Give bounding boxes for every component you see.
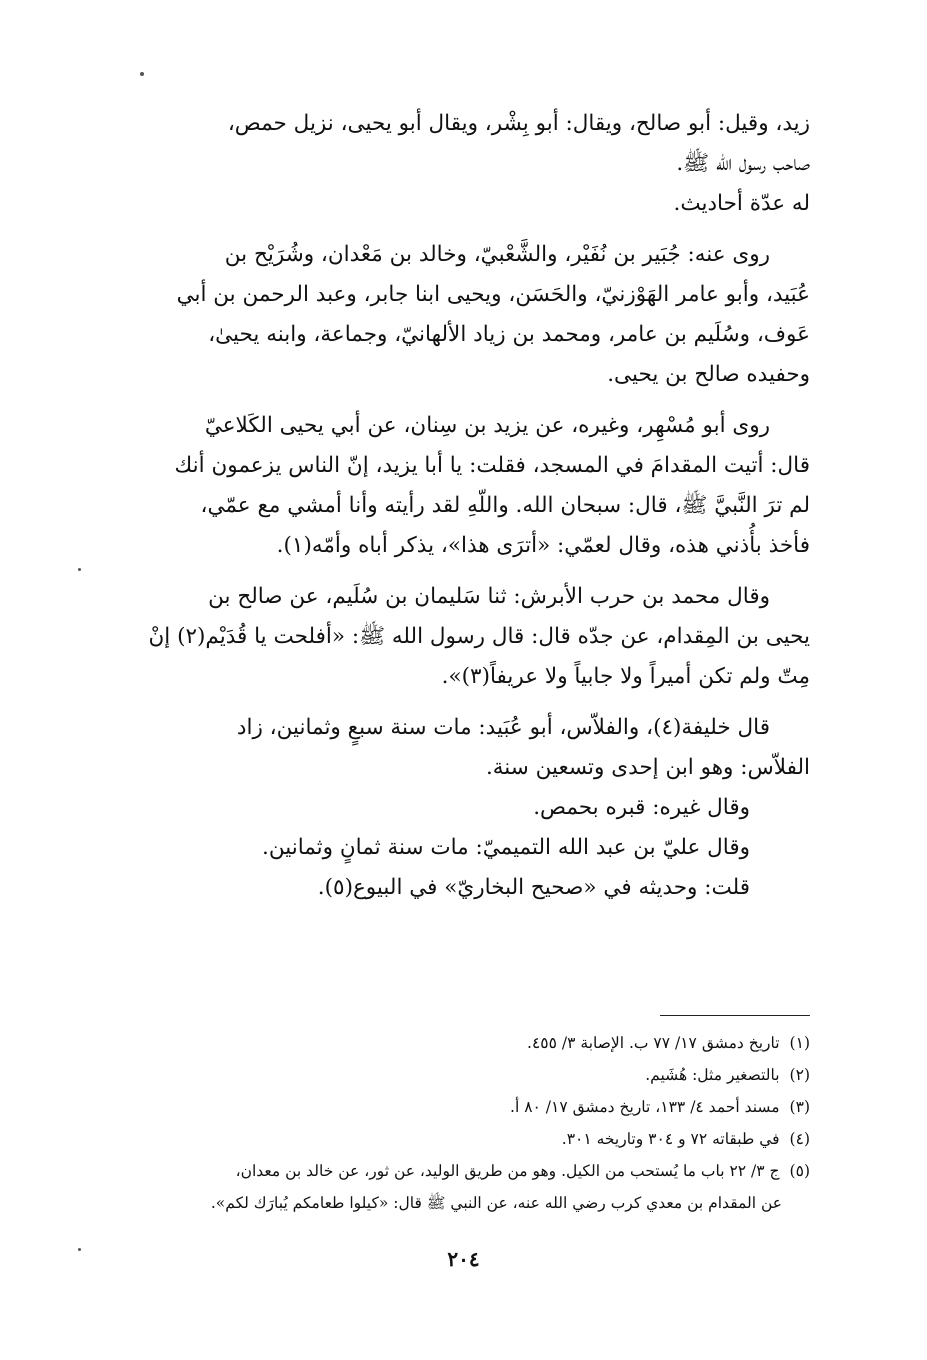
footnote-text: مسند أحمد ٤/ ١٣٣، تاريخ دمشق ١٧/ ٨٠ أ. (510, 1098, 780, 1116)
paragraph-narrators (104, 235, 810, 395)
footnote-number: (٣) (789, 1098, 810, 1116)
text-line: صاحب رسول الله ﷺ. (676, 151, 810, 176)
footnote (104, 1091, 810, 1123)
text-line: يحيى بن المِقدام، عن جدّه قال: قال رسول الله ﷺ: «أفلحت يا قُدَيْم(٢) إنْ (148, 624, 810, 649)
paragraph-gap (104, 697, 810, 708)
text-line: الفلاّس: وهو ابن إحدى وتسعين سنة. (485, 755, 810, 780)
footnote-number: (٢) (789, 1066, 810, 1084)
text-line: لم ترَ النَّبيَّ ﷺ، قال: سبحان الله. واللّهِ لقد رأيته وأنا أمشي مع عمّي، (200, 493, 810, 518)
footnote-text: ج ٣/ ٢٢ باب ما يُستحب من الكيل. وهو من طريق الوليد، عن ثور، عن خالد بن معدان، (235, 1162, 780, 1180)
text-line: وقال عليّ بن عبد الله التميميّ: مات سنة ثمانٍ وثمانين. (262, 835, 750, 860)
footnote-number: (١) (789, 1034, 810, 1052)
footnote-continuation: عن المقدام بن معدي كرب رضي الله عنه، عن النبي ﷺ قال: «كيلوا طعامكم يُبارَك لكم». (210, 1194, 782, 1212)
scan-speck (78, 1248, 81, 1251)
footnote-number: (٥) (789, 1162, 810, 1180)
text-line: فأخذ بأُذني هذه، وقال لعمّي: «أترَى هذا»، يذكر أباه وأمّه(١). (276, 533, 810, 558)
footnote (104, 1123, 810, 1155)
text-line: وقال محمد بن حرب الأبرش: ثنا سَليمان بن سُلَيم، عن صالح بن (208, 584, 770, 609)
text-line: له عدّة أحاديث. (673, 191, 810, 216)
footnote (104, 1059, 810, 1091)
paragraph-narration (104, 406, 810, 566)
text-line: عُبَيد، وأبو عامر الهَوْزنيّ، والحَسَن، ويحيى ابنا جابر، وعبد الرحمن بن أبي (176, 282, 810, 307)
paragraph-gap (104, 395, 810, 406)
footnote (104, 1155, 810, 1187)
text-line: روى أبو مُسْهِر، وغيره، عن يزيد بن سِنان، عن أبي يحيى الكَلاعيّ (204, 413, 770, 438)
text-line: زيد، وقيل: أبو صالح، ويقال: أبو بِشْر، ويقال أبو يحيى، نزيل حمص، (227, 111, 810, 136)
paragraph-gap (104, 224, 810, 235)
footnote-text: بالتصغير مثل: هُشَيم. (645, 1066, 780, 1084)
text-line: قال: أتيت المقدامَ في المسجد، فقلت: يا أبا يزيد، إنّ الناس يزعمون أنك (174, 453, 810, 478)
text-line: وقال غيره: قبره بحمص. (533, 795, 750, 820)
footnote-text: في طبقاته ٧٢ و ٣٠٤ وتاريخه ٣٠١. (561, 1130, 780, 1148)
footnote-text: تاريخ دمشق ١٧/ ٧٧ ب. الإصابة ٣/ ٤٥٥. (527, 1034, 780, 1052)
main-text (104, 104, 810, 908)
text-line: قال خليفة(٤)، والفلاّس، أبو عُبَيد: مات سنة سبعٍ وثمانين، زاد (236, 715, 770, 740)
footnote-number: (٤) (789, 1130, 810, 1148)
text-line: قلت: وحديثه في «صحيح البخاريّ» في البيوع(٥). (317, 875, 750, 900)
scan-speck (78, 568, 81, 571)
paragraph-death (104, 708, 810, 908)
paragraph-hadith (104, 577, 810, 697)
footnote-separator (660, 1015, 810, 1016)
text-line: عَوف، وسُلَيم بن عامر، ومحمد بن زياد الألهانيّ، وجماعة، وابنه يحيىٰ، (208, 322, 810, 347)
paragraph-gap (104, 566, 810, 577)
text-line: وحفيده صالح بن يحيى. (607, 362, 810, 387)
paragraph-intro (104, 104, 810, 224)
scan-speck (140, 72, 144, 76)
text-line: مِتّ ولم تكن أميراً ولا جابياً ولا عريفاً(٣)». (441, 664, 810, 689)
footnotes (104, 1027, 810, 1219)
footnote (104, 1027, 810, 1059)
page-number: ٢٠٤ (447, 1247, 480, 1271)
text-line: روى عنه: جُبَير بن نُفَيْر، والشَّعْبيّ، وخالد بن مَعْدان، وشُرَيْح بن (224, 242, 770, 267)
